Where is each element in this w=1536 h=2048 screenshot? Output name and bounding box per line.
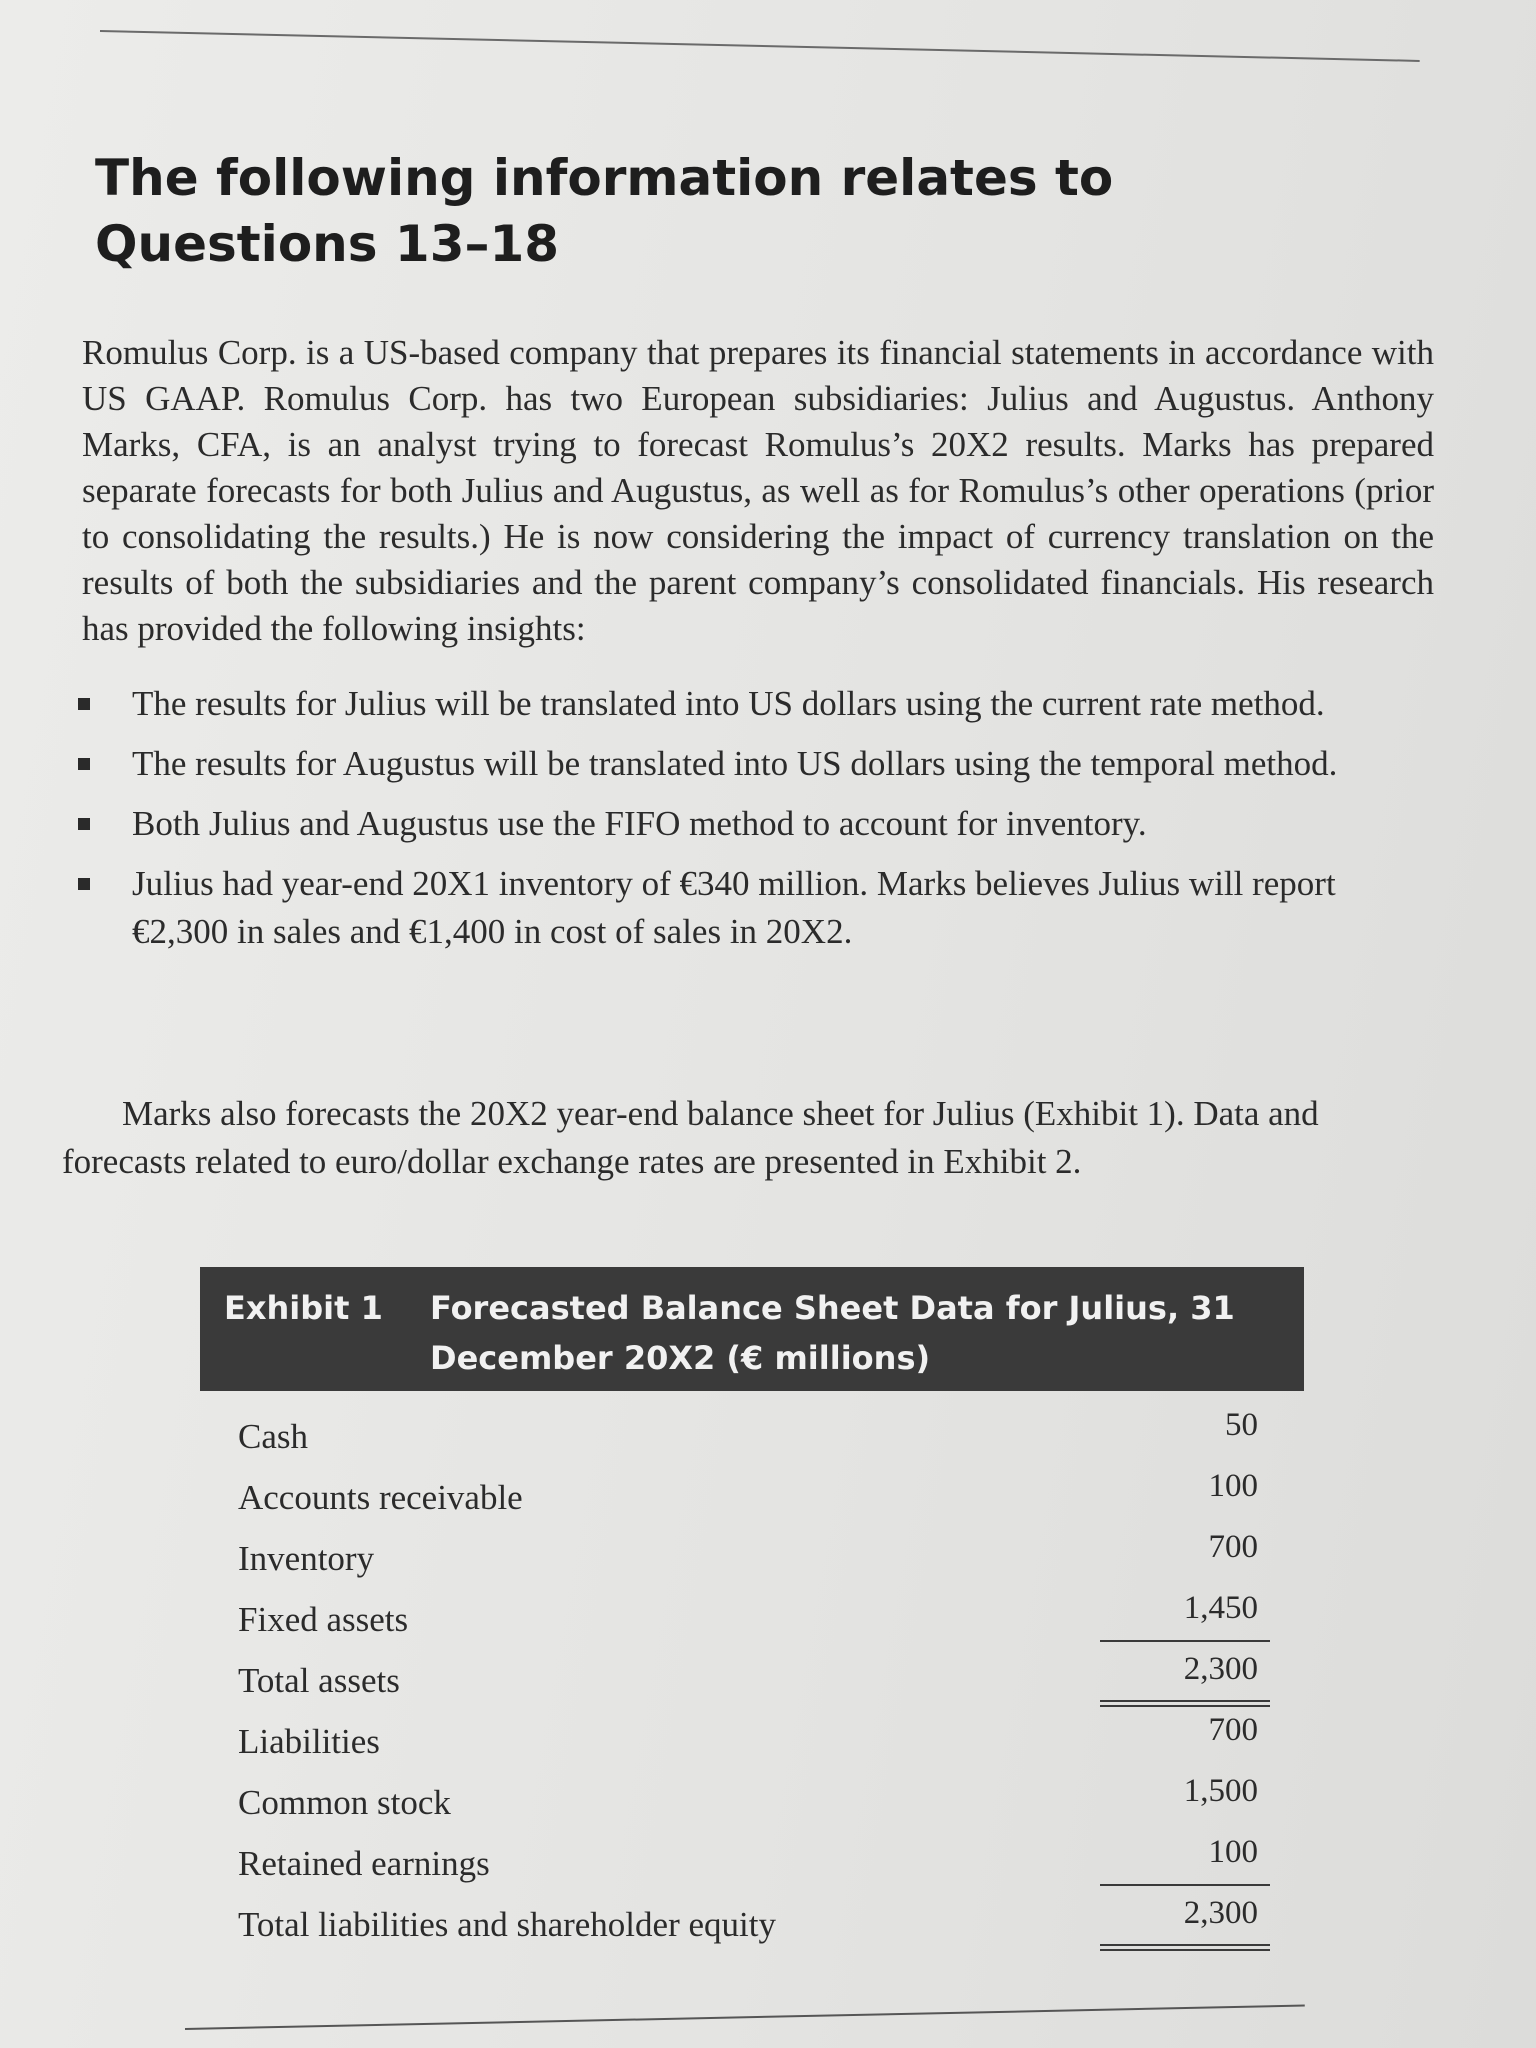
insights-list [70,680,1420,968]
row-value: 100 [1208,1468,1258,1504]
closing-paragraph: Marks also forecasts the 20X2 year-end balance sheet for Julius (Exhibit 1). Data and forecasts related to euro/dollar exchange rates are presented in Exhibit 2. [62,1094,1319,1181]
balance-sheet-table [230,1405,1270,1954]
table-row [230,1466,1270,1527]
section-heading: The following information relates to Questions 13–18 [95,149,1114,273]
table-row [230,1832,1270,1893]
row-label: Fixed assets [238,1600,409,1639]
intro-paragraph: Romulus Corp. is a US-based company that prepares its financial statements in accordance with US GAAP. Romulus Corp. has two European subsidiaries: Julius and Augustus. Anthony Marks, CFA, is an analyst trying to forecast Romulus’s 20X2 results. Marks has prepared separate forecasts for both Julius and Augustus, as well as for Romulus’s other operations (prior to consolidating the results.) He is now considering the impact of currency translation on the results of both the subsidiaries and the parent company’s consolidated financials. His research has provided the following insights: [82,333,1434,648]
total-double-rule [1100,1944,1270,1951]
row-value: 700 [1208,1712,1258,1748]
square-bullet-icon [78,758,90,770]
row-value: 1,500 [1183,1773,1258,1809]
row-value: 50 [1225,1407,1258,1443]
bottom-rule [185,2005,1305,2030]
exhibit-header [200,1267,1304,1391]
row-value: 1,450 [1183,1590,1258,1626]
row-value: 100 [1208,1834,1258,1870]
row-value: 2,300 [1183,1895,1258,1931]
row-label: Common stock [238,1783,451,1822]
list-item-text: Both Julius and Augustus use the FIFO method to account for inventory. [132,804,1147,843]
row-label: Retained earnings [238,1844,490,1883]
list-item [70,680,1420,728]
list-item [70,800,1420,848]
list-item-text: The results for Augustus will be translated into US dollars using the temporal method. [132,744,1338,783]
row-value: 2,300 [1183,1651,1258,1687]
total-double-rule [1100,1700,1270,1707]
row-label: Inventory [238,1539,375,1578]
exhibit-title: Forecasted Balance Sheet Data for Julius, 31 December 20X2 (€ millions) [430,1289,1235,1377]
list-item [70,740,1420,788]
row-label: Total liabilities and shareholder equity [238,1905,776,1944]
table-row [230,1710,1270,1771]
row-label: Cash [238,1417,308,1456]
subtotal-rule [1100,1884,1270,1886]
row-label: Accounts receivable [238,1478,523,1517]
top-rule [100,30,1420,62]
square-bullet-icon [78,698,90,710]
square-bullet-icon [78,878,90,890]
list-item-text: Julius had year-end 20X1 inventory of €340 million. Marks believes Julius will report €2,300 in sales and €1,400 in cost of sales in 20X2. [132,864,1336,951]
table-row [230,1893,1270,1954]
row-label: Total assets [238,1661,400,1700]
table-row [230,1527,1270,1588]
table-row [230,1649,1270,1710]
list-item-text: The results for Julius will be translated into US dollars using the current rate method. [132,684,1325,723]
row-value: 700 [1208,1529,1258,1565]
square-bullet-icon [78,818,90,830]
exhibit-label: Exhibit 1 [224,1289,383,1327]
table-row [230,1588,1270,1649]
subtotal-rule [1100,1640,1270,1642]
row-label: Liabilities [238,1722,380,1761]
list-item [70,860,1420,956]
table-row [230,1405,1270,1466]
table-row [230,1771,1270,1832]
